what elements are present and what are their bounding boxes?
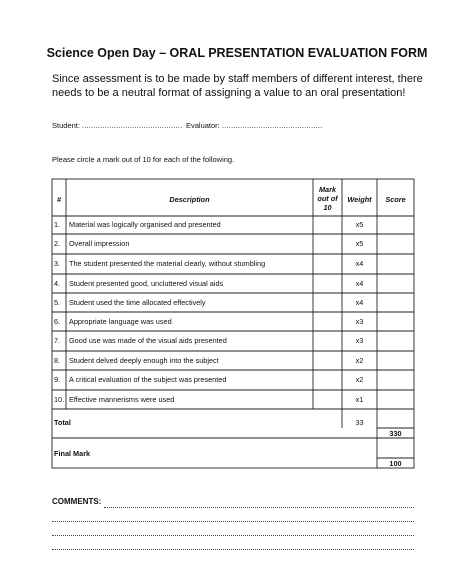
row-description: Overall impression (69, 239, 130, 248)
form-title: Science Open Day – ORAL PRESENTATION EVALUATION FORM (46, 46, 428, 60)
row-description: Appropriate language was used (69, 316, 172, 326)
col-header-num: # (56, 195, 62, 204)
row-number: 4. (54, 278, 61, 288)
evaluator-field[interactable]: ............................................ (222, 121, 323, 130)
row-description: Good use was made of the visual aids presented (69, 336, 227, 345)
row-number: 10. (54, 394, 65, 404)
row-weight: x3 (355, 336, 364, 345)
total-weight: 33 (355, 418, 364, 427)
row-description: Material was logically organised and presented (69, 220, 221, 229)
row-number: 1. (54, 220, 61, 229)
row-weight: x4 (355, 297, 364, 307)
student-field[interactable]: ............................................ (82, 121, 183, 130)
mark-header-line1: Mark (318, 185, 337, 194)
evaluator-label: Evaluator: (186, 121, 220, 130)
row-number: 3. (54, 259, 61, 268)
row-weight: x5 (355, 239, 364, 248)
row-description: Effective mannerisms were used (69, 394, 175, 404)
final-mark-score: 100 (389, 459, 402, 468)
row-number: 9. (54, 375, 61, 384)
row-description: Student used the time allocated effectively (69, 297, 206, 307)
comment-line[interactable] (52, 535, 414, 536)
row-weight: x4 (355, 278, 364, 288)
comment-line[interactable] (52, 521, 414, 522)
row-number: 5. (54, 297, 61, 307)
row-number: 8. (54, 355, 61, 365)
intro-paragraph: Since assessment is to be made by staff members of different interest, there needs to be a neutral format of assigning a value to an oral presentation! (52, 73, 423, 99)
row-weight: x3 (355, 316, 364, 326)
row-description: Student presented good, uncluttered visual aids (69, 278, 224, 288)
col-header-weight: Weight (347, 195, 372, 204)
instruction-text: Please circle a mark out of 10 for each of the following. (52, 155, 235, 164)
col-header-description: Description (169, 195, 210, 204)
mark-header-line2: out of (317, 194, 338, 203)
row-description: A critical evaluation of the subject was presented (69, 375, 227, 384)
row-weight: x4 (355, 259, 364, 268)
mark-header-line3: 10 (323, 203, 332, 212)
student-label: Student: (52, 121, 80, 130)
row-weight: x2 (355, 355, 364, 365)
row-weight: x2 (355, 375, 364, 384)
total-score: 330 (389, 429, 402, 438)
row-weight: x5 (355, 220, 364, 229)
row-number: 2. (54, 239, 61, 248)
comment-line[interactable] (104, 507, 414, 508)
row-number: 7. (54, 336, 61, 345)
final-mark-label: Final Mark (54, 449, 91, 458)
col-header-score: Score (385, 195, 406, 204)
row-description: Student delved deeply enough into the subject (69, 355, 219, 365)
total-label: Total (54, 418, 71, 427)
col-header-mark (313, 185, 342, 212)
row-number: 6. (54, 316, 61, 326)
comment-line[interactable] (52, 549, 414, 550)
row-description: The student presented the material clearly, without stumbling (69, 259, 266, 268)
comments-label: COMMENTS: (52, 497, 102, 506)
row-weight: x1 (355, 394, 364, 404)
